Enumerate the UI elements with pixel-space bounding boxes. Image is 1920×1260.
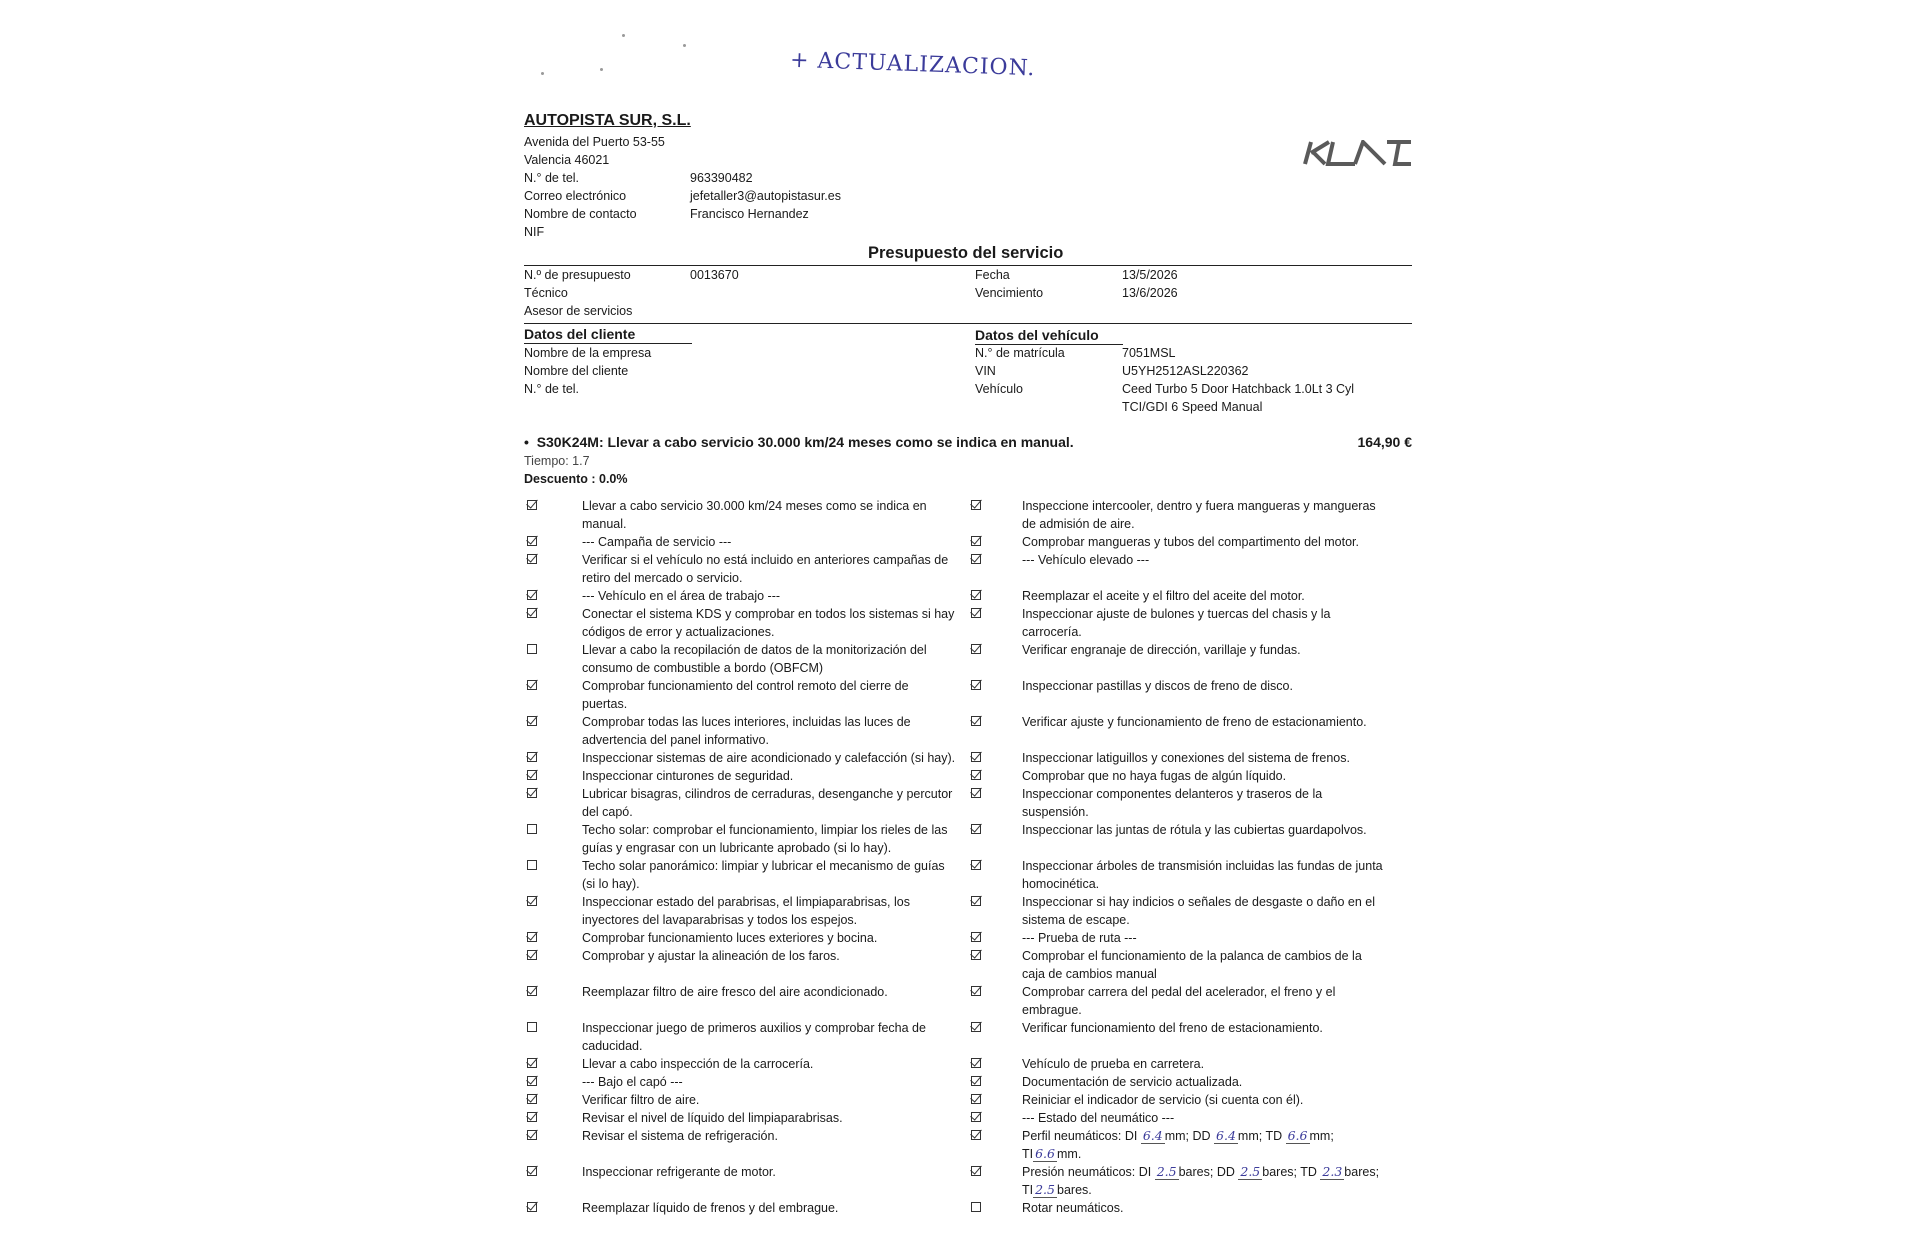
tire-label-part: bares; — [1344, 1165, 1380, 1179]
checklist-item — [524, 893, 968, 929]
checked-checkbox-icon[interactable] — [527, 680, 537, 690]
checklist-item-text: Inspeccionar si hay indicios o señales de desgaste o daño en el sistema de escape. — [1022, 895, 1376, 927]
quote-tech-label: Técnico — [524, 286, 568, 300]
checklist-row — [524, 1019, 1412, 1055]
checklist-item — [524, 1127, 968, 1163]
empty-checkbox-icon[interactable] — [971, 1202, 981, 1212]
checked-checkbox-icon[interactable] — [527, 1094, 537, 1104]
checked-checkbox-icon[interactable] — [527, 1202, 537, 1212]
company-contact-label: Nombre de contacto — [524, 207, 637, 221]
checklist-item-text: Comprobar el funcionamiento de la palanca de cambios de la caja de cambios manual — [1022, 949, 1362, 981]
job-price: 164,90 € — [1357, 434, 1412, 450]
checklist-item-text: Rotar neumáticos. — [1022, 1201, 1124, 1215]
checklist-item — [968, 1109, 1412, 1127]
checked-checkbox-icon[interactable] — [527, 896, 537, 906]
job-title: S30K24M: Llevar a cabo servicio 30.000 km/24 meses como se indica en manual. — [536, 434, 1074, 450]
checklist-item-text: Reemplazar filtro de aire fresco del aire acondicionado. — [582, 985, 888, 999]
checked-checkbox-icon[interactable] — [527, 608, 537, 618]
vehicle-vin-label: VIN — [975, 364, 996, 378]
vehicle-plate-label: N.° de matrícula — [975, 346, 1065, 360]
checked-checkbox-icon[interactable] — [527, 590, 537, 600]
handwritten-value: 2.3 — [1322, 1164, 1343, 1179]
checklist-item — [524, 641, 968, 677]
checklist-item — [524, 1109, 968, 1127]
divider — [524, 323, 1412, 324]
handwritten-value: 2.5 — [1156, 1164, 1177, 1179]
divider — [975, 344, 1123, 345]
tire-label-part: bares; TD — [1262, 1165, 1317, 1179]
checked-checkbox-icon[interactable] — [527, 1166, 537, 1176]
job-title-line — [524, 434, 1074, 450]
checklist-item — [524, 1199, 968, 1217]
checklist-item-text: Llevar a cabo servicio 30.000 km/24 meses como se indica en manual. — [582, 499, 927, 531]
checklist-item — [968, 929, 1412, 947]
checked-checkbox-icon[interactable] — [527, 1112, 537, 1122]
checklist-item-text: Inspeccionar sistemas de aire acondicionado y calefacción (si hay). — [582, 751, 956, 765]
checklist-row — [524, 947, 1412, 983]
company-contact: Francisco Hernandez — [690, 207, 809, 221]
vehicle-model-label: Vehículo — [975, 382, 1023, 396]
checked-checkbox-icon[interactable] — [527, 986, 537, 996]
checklist-item — [524, 605, 968, 641]
divider — [524, 265, 1412, 266]
client-section-title: Datos del cliente — [524, 326, 636, 342]
checklist-row — [524, 767, 1412, 785]
checklist-item-text: Llevar a cabo inspección de la carrocería. — [582, 1057, 814, 1071]
checked-checkbox-icon[interactable] — [971, 1130, 981, 1140]
handwritten-annotation: + ACTUALIZACION. — [789, 47, 1036, 82]
checklist-item — [968, 767, 1412, 785]
quote-number-label: N.º de presupuesto — [524, 268, 631, 282]
checked-checkbox-icon[interactable] — [527, 1058, 537, 1068]
empty-checkbox-icon[interactable] — [527, 644, 537, 654]
checked-checkbox-icon[interactable] — [527, 770, 537, 780]
checked-checkbox-icon[interactable] — [527, 752, 537, 762]
paper-speck — [600, 68, 603, 71]
checklist-item — [968, 857, 1412, 893]
checklist-item-text: --- Campaña de servicio --- — [582, 535, 732, 549]
handwritten-value: 2.5 — [1035, 1182, 1055, 1197]
checklist-item-text: Comprobar funcionamiento del control remoto del cierre de puertas. — [582, 679, 909, 711]
checklist-item — [968, 713, 1412, 749]
checklist-item — [968, 749, 1412, 767]
checklist-item-text: Revisar el sistema de refrigeración. — [582, 1129, 778, 1143]
checklist-item — [968, 533, 1412, 551]
checklist-item-text: Vehículo de prueba en carretera. — [1022, 1057, 1205, 1071]
checked-checkbox-icon[interactable] — [527, 554, 537, 564]
company-name: AUTOPISTA SUR, S.L. — [524, 112, 691, 129]
checklist-row — [524, 1163, 1412, 1199]
quote-number: 0013670 — [690, 268, 739, 282]
paper-speck — [683, 44, 686, 47]
checklist-item — [524, 785, 968, 821]
tire-label-part: TI — [1022, 1183, 1034, 1197]
checklist-row — [524, 1127, 1412, 1163]
checklist-item-text: Reemplazar líquido de frenos y del embrague. — [582, 1201, 839, 1215]
checklist-item — [968, 1073, 1412, 1091]
checked-checkbox-icon[interactable] — [971, 770, 981, 780]
tire-label-part: Presión neumáticos: DI — [1022, 1165, 1152, 1179]
checklist-item-text: Inspeccionar cinturones de seguridad. — [582, 769, 794, 783]
checklist-row — [524, 1091, 1412, 1109]
checklist-item-text: Verificar funcionamiento del freno de estacionamiento. — [1022, 1021, 1323, 1035]
checked-checkbox-icon[interactable] — [971, 752, 981, 762]
tire-measure-text — [1022, 1163, 1384, 1199]
quote-due: 13/6/2026 — [1122, 286, 1178, 300]
checklist-item-text: Lubricar bisagras, cilindros de cerraduras, desenganche y percutor del capó. — [582, 787, 953, 819]
checklist-row — [524, 929, 1412, 947]
checklist-row — [524, 677, 1412, 713]
checklist-item — [968, 1163, 1412, 1199]
checklist-item-text: Inspeccionar latiguillos y conexiones del sistema de frenos. — [1022, 751, 1350, 765]
empty-checkbox-icon[interactable] — [527, 1022, 537, 1032]
tire-label-part: Perfil neumáticos: DI — [1022, 1129, 1138, 1143]
checklist-item-text: Reiniciar el indicador de servicio (si cuenta con él). — [1022, 1093, 1304, 1107]
tire-label-part: mm; DD — [1164, 1129, 1211, 1143]
checked-checkbox-icon[interactable] — [971, 680, 981, 690]
checklist-row — [524, 641, 1412, 677]
checked-checkbox-icon[interactable] — [971, 536, 981, 546]
checklist-item — [524, 1055, 968, 1073]
checklist-item-text: --- Bajo el capó --- — [582, 1075, 683, 1089]
checklist-item-text: Conectar el sistema KDS y comprobar en todos los sistemas si hay códigos de error y actualizaciones. — [582, 607, 955, 639]
vehicle-vin: U5YH2512ASL220362 — [1122, 364, 1249, 378]
checklist-item-text: --- Estado del neumático --- — [1022, 1111, 1175, 1125]
checklist-item — [968, 785, 1412, 821]
checklist-item-text: Verificar ajuste y funcionamiento de freno de estacionamiento. — [1022, 715, 1367, 729]
checklist-item — [968, 983, 1412, 1019]
checklist-item-text: --- Prueba de ruta --- — [1022, 931, 1137, 945]
checklist-item-text: Inspeccionar pastillas y discos de freno de disco. — [1022, 679, 1293, 693]
checklist-item — [968, 893, 1412, 929]
checked-checkbox-icon[interactable] — [971, 860, 981, 870]
checklist-item — [524, 749, 968, 767]
checklist-item-text: Verificar filtro de aire. — [582, 1093, 700, 1107]
checklist-item-text: Comprobar que no haya fugas de algún líquido. — [1022, 769, 1287, 783]
checked-checkbox-icon[interactable] — [527, 932, 537, 942]
checklist-item — [968, 641, 1412, 677]
paper-speck — [541, 72, 544, 75]
checklist-item — [968, 497, 1412, 533]
checklist-row — [524, 533, 1412, 551]
checklist-item — [968, 1127, 1412, 1163]
checklist-item-text: Comprobar y ajustar la alineación de los faros. — [582, 949, 840, 963]
checklist-row — [524, 821, 1412, 857]
checklist-item — [524, 1073, 968, 1091]
handwritten-value: 6.6 — [1035, 1146, 1055, 1161]
checklist-item-text: Verificar si el vehículo no está incluido en anteriores campañas de retiro del mercado o servicio. — [582, 553, 949, 585]
checklist-item-text: Comprobar funcionamiento luces exteriores y bocina. — [582, 931, 878, 945]
checklist-item-text: Verificar engranaje de dirección, varillaje y fundas. — [1022, 643, 1301, 657]
tire-label-part: mm; TD — [1237, 1129, 1283, 1143]
vehicle-section-title: Datos del vehículo — [975, 327, 1099, 343]
checklist-item — [524, 947, 968, 983]
checklist-item — [524, 983, 968, 1019]
checklist-row — [524, 785, 1412, 821]
checklist-item — [968, 551, 1412, 587]
checklist-item-text: Reemplazar el aceite y el filtro del aceite del motor. — [1022, 589, 1305, 603]
checklist-item — [968, 947, 1412, 983]
checklist-item — [968, 1091, 1412, 1109]
checklist-row — [524, 1073, 1412, 1091]
checked-checkbox-icon[interactable] — [971, 716, 981, 726]
checked-checkbox-icon[interactable] — [971, 608, 981, 618]
company-email-label: Correo electrónico — [524, 189, 627, 203]
checked-checkbox-icon[interactable] — [527, 716, 537, 726]
checked-checkbox-icon[interactable] — [971, 932, 981, 942]
checklist-item — [524, 1163, 968, 1199]
vehicle-model-line1: Ceed Turbo 5 Door Hatchback 1.0Lt 3 Cyl — [1122, 382, 1355, 396]
checklist-item — [524, 929, 968, 947]
handwritten-value: 6.6 — [1287, 1128, 1308, 1143]
checklist-item — [968, 605, 1412, 641]
checklist-item-text: Llevar a cabo la recopilación de datos de la monitorización del consumo de combustible a bordo (OBFCM) — [582, 643, 927, 675]
checked-checkbox-icon[interactable] — [527, 500, 537, 510]
checklist-item — [968, 587, 1412, 605]
checklist-row — [524, 587, 1412, 605]
checklist-row — [524, 497, 1412, 533]
checklist-row — [524, 713, 1412, 749]
checklist-row — [524, 551, 1412, 587]
checklist-row — [524, 983, 1412, 1019]
checklist-item-text: Comprobar carrera del pedal del acelerador, el freno y el embrague. — [1022, 985, 1336, 1017]
checklist-row — [524, 749, 1412, 767]
checklist-item-text: Techo solar: comprobar el funcionamiento, limpiar los rieles de las guías y engrasar con un lubricante aprobado (si lo hay). — [582, 823, 948, 855]
checked-checkbox-icon[interactable] — [971, 1166, 981, 1176]
client-phone-label: N.° de tel. — [524, 382, 580, 396]
handwritten-value: 6.4 — [1216, 1128, 1236, 1143]
tire-label-part: bares. — [1057, 1183, 1092, 1197]
checked-checkbox-icon[interactable] — [971, 590, 981, 600]
checklist-item-text: Inspeccione intercooler, dentro y fuera mangueras y mangueras de admisión de aire. — [1022, 499, 1376, 531]
company-email: jefetaller3@autopistasur.es — [690, 189, 841, 203]
checked-checkbox-icon[interactable] — [527, 788, 537, 798]
job-discount: Descuento : 0.0% — [524, 472, 628, 486]
handwritten-value: 6.4 — [1142, 1128, 1163, 1143]
checklist-item-text: Revisar el nivel de líquido del limpiaparabrisas. — [582, 1111, 843, 1125]
checklist-item — [968, 1055, 1412, 1073]
company-address-line1: Avenida del Puerto 53-55 — [524, 135, 665, 149]
checked-checkbox-icon[interactable] — [527, 1130, 537, 1140]
checked-checkbox-icon[interactable] — [971, 1076, 981, 1086]
checklist-item — [524, 821, 968, 857]
checked-checkbox-icon[interactable] — [971, 824, 981, 834]
vehicle-model-line2: TCI/GDI 6 Speed Manual — [1122, 400, 1263, 414]
checklist-item-text: Documentación de servicio actualizada. — [1022, 1075, 1243, 1089]
quote-date-label: Fecha — [975, 268, 1010, 282]
job-bullet: • — [524, 434, 529, 450]
checklist-item — [524, 551, 968, 587]
checklist-item — [524, 587, 968, 605]
checklist-row — [524, 1199, 1412, 1217]
checked-checkbox-icon[interactable] — [527, 1076, 537, 1086]
company-nif-label: NIF — [524, 225, 545, 239]
checklist-item-text: Comprobar mangueras y tubos del compartimento del motor. — [1022, 535, 1359, 549]
company-phone: 963390482 — [690, 171, 753, 185]
checklist-item-text: Inspeccionar juego de primeros auxilios y comprobar fecha de caducidad. — [582, 1021, 926, 1053]
empty-checkbox-icon[interactable] — [527, 860, 537, 870]
checklist-item — [524, 857, 968, 893]
checked-checkbox-icon[interactable] — [971, 1094, 981, 1104]
checklist-item-text: --- Vehículo en el área de trabajo --- — [582, 589, 781, 603]
checklist-item — [968, 1019, 1412, 1055]
checklist-item-text: Inspeccionar componentes delanteros y traseros de la suspensión. — [1022, 787, 1323, 819]
tire-label-part: mm. — [1057, 1147, 1082, 1161]
checklist-item — [524, 677, 968, 713]
checked-checkbox-icon[interactable] — [971, 788, 981, 798]
checklist-item — [524, 713, 968, 749]
checked-checkbox-icon[interactable] — [971, 554, 981, 564]
tire-measure-text — [1022, 1127, 1384, 1163]
tire-label-part: TI — [1022, 1147, 1034, 1161]
checklist-item-text: Inspeccionar ajuste de bulones y tuercas del chasis y la carrocería. — [1022, 607, 1331, 639]
company-address-line2: Valencia 46021 — [524, 153, 610, 167]
checklist-item — [524, 1091, 968, 1109]
checklist-item — [968, 1199, 1412, 1217]
quote-due-label: Vencimiento — [975, 286, 1044, 300]
handwritten-value: 2.5 — [1240, 1164, 1261, 1179]
quote-title: Presupuesto del servicio — [868, 244, 1064, 262]
checklist-item-text: --- Vehículo elevado --- — [1022, 553, 1150, 567]
checklist-row — [524, 1109, 1412, 1127]
divider — [524, 343, 692, 344]
tire-label-part: bares; DD — [1178, 1165, 1235, 1179]
checklist-item — [968, 677, 1412, 713]
company-phone-label: N.° de tel. — [524, 171, 580, 185]
checklist-row — [524, 857, 1412, 893]
checked-checkbox-icon[interactable] — [971, 950, 981, 960]
checked-checkbox-icon[interactable] — [971, 896, 981, 906]
checklist-item-text: Inspeccionar las juntas de rótula y las cubiertas guardapolvos. — [1022, 823, 1367, 837]
vehicle-plate: 7051MSL — [1122, 346, 1176, 360]
checklist-row — [524, 605, 1412, 641]
client-name-label: Nombre del cliente — [524, 364, 629, 378]
quote-advisor-label: Asesor de servicios — [524, 304, 633, 318]
checklist-item — [524, 533, 968, 551]
checked-checkbox-icon[interactable] — [971, 1022, 981, 1032]
checklist-item — [524, 767, 968, 785]
kia-logo — [1303, 140, 1413, 166]
checked-checkbox-icon[interactable] — [527, 536, 537, 546]
checklist-row — [524, 893, 1412, 929]
checklist-item — [968, 821, 1412, 857]
quote-date: 13/5/2026 — [1122, 268, 1178, 282]
checklist-item-text: Inspeccionar refrigerante de motor. — [582, 1165, 776, 1179]
checklist-item — [524, 497, 968, 533]
job-time: Tiempo: 1.7 — [524, 454, 590, 468]
checked-checkbox-icon[interactable] — [527, 950, 537, 960]
checked-checkbox-icon[interactable] — [971, 644, 981, 654]
paper-speck — [622, 34, 625, 37]
empty-checkbox-icon[interactable] — [527, 824, 537, 834]
checklist-item-text: Inspeccionar árboles de transmisión incluidas las fundas de junta homocinética. — [1022, 859, 1383, 891]
tire-label-part: mm; — [1309, 1129, 1334, 1143]
client-company-label: Nombre de la empresa — [524, 346, 652, 360]
checked-checkbox-icon[interactable] — [971, 986, 981, 996]
checked-checkbox-icon[interactable] — [971, 500, 981, 510]
checked-checkbox-icon[interactable] — [971, 1112, 981, 1122]
checklist-item-text: Inspeccionar estado del parabrisas, el limpiaparabrisas, los inyectores del lavaparabrisas y todos los espejos. — [582, 895, 910, 927]
checklist-item — [524, 1019, 968, 1055]
checklist-item-text: Techo solar panorámico: limpiar y lubricar el mecanismo de guías (si lo hay). — [582, 859, 945, 891]
checklist-item-text: Comprobar todas las luces interiores, incluidas las luces de advertencia del panel informativo. — [582, 715, 911, 747]
checklist-row — [524, 1055, 1412, 1073]
checked-checkbox-icon[interactable] — [971, 1058, 981, 1068]
service-checklist — [524, 497, 1412, 1217]
